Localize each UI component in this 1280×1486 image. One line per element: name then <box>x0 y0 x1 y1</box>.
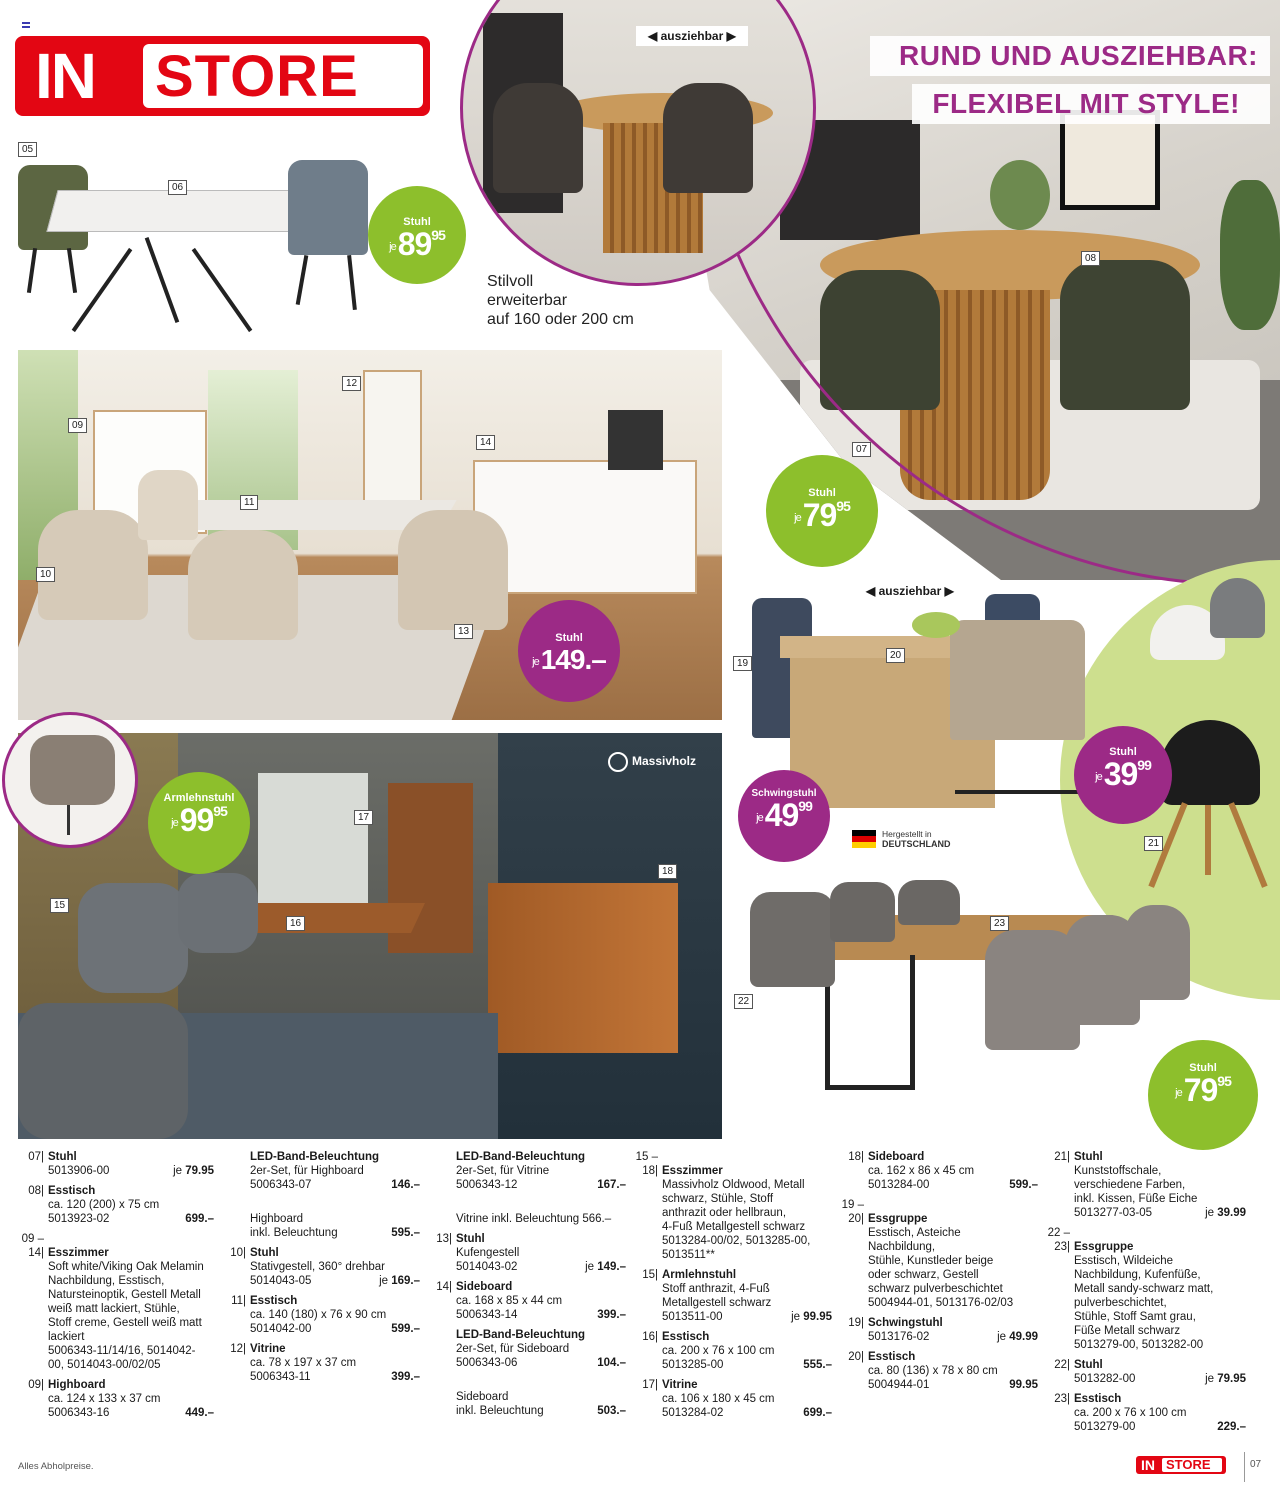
item-price-each <box>173 1164 214 1178</box>
price-entry <box>838 1198 1038 1310</box>
item-tag-07: 07 <box>852 442 871 457</box>
item-number: 08| <box>28 1185 44 1197</box>
item-tag-13: 13 <box>454 624 473 639</box>
item-title: Essgruppe <box>1074 1241 1134 1253</box>
item-price: 229.– <box>1217 1421 1246 1433</box>
item-number: 12| <box>230 1343 246 1355</box>
item-price-each <box>791 1310 832 1324</box>
item-title: Esstisch <box>868 1351 916 1363</box>
logo-in: IN <box>35 40 95 112</box>
arrow-right-icon: ▶ <box>723 29 736 43</box>
item-description: 2er-Set, für Sideboard 5006343-06 <box>456 1343 570 1369</box>
item-number: 19| <box>848 1317 864 1329</box>
item-tag-10: 10 <box>36 567 55 582</box>
item-number: 22| <box>1054 1359 1070 1371</box>
item-price: 555.– <box>803 1359 832 1371</box>
table-marble-top <box>46 190 317 232</box>
item-title: LED-Band-Beleuchtung <box>456 1329 586 1341</box>
item-tag-05: 05 <box>18 142 37 157</box>
price-value: 49.99 <box>1009 1331 1038 1343</box>
item-price: 599.– <box>1009 1179 1038 1191</box>
item-price: 146.– <box>391 1179 420 1191</box>
item-description: Soft white/Viking Oak Melamin Nachbildung, Esstisch, Natursteinoptik, Gestell Metall weiß matt lackiert, Stühle, Stoff creme, Gestell weiß matt lackiert 5006343-11/14/16, 5014042- 00, 5014043-00/02/05 <box>48 1261 204 1371</box>
logo-store: STORE <box>155 44 359 109</box>
subline-text: Stilvoll erweiterbar auf 160 oder 200 cm <box>487 273 634 328</box>
price-entry <box>426 1328 626 1370</box>
price-badge-stuhl-39: Stuhl $je39^{99}$ <box>1074 726 1172 824</box>
item-description: Stoff anthrazit, 4-Fuß Metallgestell schwarz 5013511-00 <box>662 1283 772 1323</box>
item-price-each <box>1205 1206 1246 1220</box>
item-number: 11| <box>231 1295 246 1307</box>
item-price-each <box>585 1260 626 1274</box>
item-number: 07| <box>28 1151 44 1163</box>
price-entry <box>632 1150 832 1262</box>
item-title: Esszimmer <box>48 1247 109 1259</box>
item-title: Stuhl <box>48 1151 77 1163</box>
je-prefix: je <box>1205 1373 1215 1385</box>
item-price: 503.– <box>597 1405 626 1417</box>
made-in-germany-label: Hergestellt in DEUTSCHLAND <box>882 829 951 849</box>
item-price: 399.– <box>597 1309 626 1321</box>
item-number: 18| <box>848 1151 864 1163</box>
arrow-left-icon: ◀ <box>648 29 661 43</box>
chair-grey-velvet-3 <box>898 880 960 925</box>
chair-blue-velvet <box>288 160 368 255</box>
item-tag-16: 16 <box>286 916 305 931</box>
item-price: 699.– <box>185 1213 214 1225</box>
item-tag-09: 09 <box>68 418 87 433</box>
massivholz-label: Massivholz <box>608 752 696 772</box>
price-badge-stuhl-89: Stuhl $je89^{95}$ <box>368 186 466 284</box>
price-value: 79.95 <box>185 1165 214 1177</box>
item-price-each <box>997 1330 1038 1344</box>
price-badge-armlehnstuhl-99: Armlehnstuhl $je99^{95}$ <box>148 772 250 874</box>
price-entry <box>1044 1358 1246 1386</box>
item-number: 20| <box>848 1351 864 1363</box>
item-price: 449.– <box>185 1407 214 1419</box>
price-column-3 <box>426 1150 626 1424</box>
item-title: Esstisch <box>250 1295 298 1307</box>
wood-ring-icon <box>608 752 628 772</box>
item-description: ca. 106 x 180 x 45 cm 5013284-02 <box>662 1393 775 1419</box>
item-number: 22 – 23| <box>1047 1227 1070 1253</box>
item-description: Vitrine inkl. Beleuchtung 566.– <box>456 1213 612 1225</box>
item-title: Stuhl <box>1074 1359 1103 1371</box>
item-price: 167.– <box>597 1179 626 1191</box>
item-number: 10| <box>230 1247 246 1259</box>
instore-logo <box>15 36 430 116</box>
item-tag-18: 18 <box>658 864 677 879</box>
arrow-right-icon: ▶ <box>941 584 954 598</box>
item-tag-08: 08 <box>1081 251 1100 266</box>
item-description: Esstisch, Wildeiche Nachbildung, Kufenfüße, Metall sandy-schwarz matt, pulverbeschichtet, Stühle, Stoff Samt grau, Füße Metall schwarz 5013279-00, 5013282-00 <box>1074 1255 1214 1351</box>
item-number: 16| <box>642 1331 658 1343</box>
item-tag-12: 12 <box>342 376 361 391</box>
item-title: LED-Band-Beleuchtung <box>456 1151 586 1163</box>
item-description: ca. 78 x 197 x 37 cm 5006343-11 <box>250 1357 357 1383</box>
price-entry <box>1044 1392 1246 1434</box>
item-number: 14| <box>436 1281 452 1293</box>
item-title: Esszimmer <box>662 1165 723 1177</box>
chair-grey-shell <box>1210 578 1265 638</box>
item-title: Esstisch <box>48 1185 96 1197</box>
price-entry <box>632 1268 832 1324</box>
price-entry <box>426 1280 626 1322</box>
item-description: ca. 124 x 133 x 37 cm 5006343-16 <box>48 1393 161 1419</box>
item-description: Massivholz Oldwood, Metall schwarz, Stühle, Stoff anthrazit oder hellbraun, 4-Fuß Metallgestell schwarz 5013284-00/02, 5013285-00, 5013511** <box>662 1179 811 1261</box>
item-price-each <box>1205 1372 1246 1386</box>
price-entry <box>838 1150 1038 1192</box>
price-badge-stuhl-79-bottom: Stuhl $je79^{95}$ <box>1148 1040 1258 1150</box>
item-title: Sideboard <box>456 1281 513 1293</box>
item-title: Stuhl <box>250 1247 279 1259</box>
je-prefix: je <box>585 1261 595 1273</box>
je-prefix: je <box>379 1275 389 1287</box>
item-tag-19: 19 <box>733 656 752 671</box>
item-number: 15| <box>642 1269 658 1281</box>
item-price: 599.– <box>391 1323 420 1335</box>
price-badge-stuhl-149: Stuhl je149.– <box>518 600 620 702</box>
item-description: 5013906-00 <box>48 1165 110 1177</box>
item-number: 19 – 20| <box>841 1199 864 1225</box>
item-price: 399.– <box>391 1371 420 1383</box>
item-number: 17| <box>642 1379 658 1391</box>
price-entry <box>426 1150 626 1192</box>
je-prefix: je <box>997 1331 1007 1343</box>
price-entry <box>632 1330 832 1372</box>
price-value: 39.99 <box>1217 1207 1246 1219</box>
footer-note: Alles Abholpreise. <box>18 1461 94 1472</box>
price-entry <box>426 1198 626 1226</box>
price-entry <box>426 1232 626 1274</box>
item-title: Sideboard <box>868 1151 925 1163</box>
price-value: 99.95 <box>803 1311 832 1323</box>
item-number: 15 – 18| <box>635 1151 658 1177</box>
item-tag-20: 20 <box>886 648 905 663</box>
item-number: 09| <box>28 1379 44 1391</box>
grapes-bowl <box>912 612 960 638</box>
headline-line-2: FLEXIBEL MIT STYLE! <box>932 88 1240 119</box>
item-description: 2er-Set, für Vitrine 5006343-12 <box>456 1165 550 1191</box>
item-tag-14: 14 <box>476 435 495 450</box>
je-prefix: je <box>1205 1207 1215 1219</box>
item-price: 104.– <box>597 1357 626 1369</box>
item-title: Essgruppe <box>868 1213 928 1225</box>
item-number: 23| <box>1054 1393 1070 1405</box>
price-entry <box>220 1294 420 1336</box>
price-entry <box>220 1150 420 1192</box>
price-column-1 <box>18 1150 214 1426</box>
item-price: 595.– <box>391 1227 420 1239</box>
item-title: Stuhl <box>456 1233 485 1245</box>
item-title: Esstisch <box>662 1331 710 1343</box>
item-title: Vitrine <box>662 1379 698 1391</box>
cantilever-chair-beige <box>950 620 1085 740</box>
item-description: Stativgestell, 360° drehbar 5014043-05 <box>250 1261 386 1287</box>
item-price: 99.95 <box>1009 1379 1038 1391</box>
arrow-left-icon: ◀ <box>866 584 879 598</box>
price-value: 169.– <box>391 1275 420 1287</box>
ausziehbar-tag-top: ◀ ausziehbar ▶ <box>636 26 748 46</box>
item-title: Highboard <box>48 1379 106 1391</box>
ausziehbar-tag-mid: ◀ ausziehbar ▶ <box>860 582 960 600</box>
item-title: Armlehnstuhl <box>662 1269 737 1281</box>
price-value: 149.– <box>597 1261 626 1273</box>
item-description: ca. 80 (136) x 78 x 80 cm 5004944-01 <box>868 1365 998 1391</box>
price-entry <box>1044 1150 1246 1220</box>
flag-mark <box>22 22 30 28</box>
germany-flag-icon <box>852 830 876 848</box>
item-number: 13| <box>436 1233 452 1245</box>
item-title: Esstisch <box>1074 1393 1122 1405</box>
item-tag-23: 23 <box>990 916 1009 931</box>
item-tag-22: 22 <box>734 994 753 1009</box>
price-entry <box>220 1342 420 1384</box>
item-title: Schwingstuhl <box>868 1317 943 1329</box>
price-entry <box>838 1316 1038 1344</box>
item-description: ca. 120 (200) x 75 cm 5013923-02 <box>48 1199 160 1225</box>
item-number: 09 – 14| <box>21 1233 44 1259</box>
price-entry <box>220 1246 420 1288</box>
footer-divider <box>1244 1452 1245 1482</box>
price-entry <box>18 1232 214 1372</box>
item-price: 699.– <box>803 1407 832 1419</box>
item-description: Kunststoffschale, verschiedene Farben, inkl. Kissen, Füße Eiche 5013277-03-05 <box>1074 1165 1198 1219</box>
price-column-4 <box>632 1150 832 1426</box>
footer-logo: IN STORE <box>1136 1456 1226 1474</box>
item-description: ca. 200 x 76 x 100 cm 5013279-00 <box>1074 1407 1187 1433</box>
item-description: 5013282-00 <box>1074 1373 1136 1385</box>
item-title: Vitrine <box>250 1343 286 1355</box>
price-column-5 <box>838 1150 1038 1398</box>
price-entry <box>632 1378 832 1420</box>
item-description: Highboard inkl. Beleuchtung <box>250 1213 338 1239</box>
page-number: 07 <box>1250 1459 1262 1470</box>
price-entry <box>1044 1226 1246 1352</box>
headline-line-1: RUND UND AUSZIEHBAR: <box>899 40 1258 71</box>
chair-grey-velvet-1 <box>750 892 835 987</box>
item-description: ca. 168 x 85 x 44 cm 5006343-14 <box>456 1295 563 1321</box>
item-title: Stuhl <box>1074 1151 1103 1163</box>
item-tag-21: 21 <box>1144 836 1163 851</box>
chair-grey-velvet-2 <box>830 882 895 942</box>
item-price-each <box>379 1274 420 1288</box>
price-entry <box>18 1150 214 1178</box>
je-prefix: je <box>791 1311 801 1323</box>
price-entry <box>220 1198 420 1240</box>
item-tag-06: 06 <box>168 180 187 195</box>
item-title: LED-Band-Beleuchtung <box>250 1151 380 1163</box>
item-description: ca. 200 x 76 x 100 cm 5013285-00 <box>662 1345 775 1371</box>
price-entry <box>18 1378 214 1420</box>
price-column-2 <box>220 1150 420 1390</box>
price-value: 79.95 <box>1217 1373 1246 1385</box>
price-entry <box>18 1184 214 1226</box>
item-description: Sideboard inkl. Beleuchtung <box>456 1391 544 1417</box>
item-description: Kufengestell 5014043-02 <box>456 1247 520 1273</box>
item-description: 5013176-02 <box>868 1331 930 1343</box>
item-tag-17: 17 <box>354 810 373 825</box>
item-tag-11: 11 <box>240 495 258 510</box>
chair-grey-velvet-6 <box>1125 905 1190 1000</box>
armchair-inset-photo <box>2 712 138 848</box>
price-badge-schwingstuhl-49: Schwingstuhl $je49^{99}$ <box>738 770 830 862</box>
item-tag-15: 15 <box>50 898 69 913</box>
item-description: 2er-Set, für Highboard 5006343-07 <box>250 1165 364 1191</box>
price-badge-stuhl-79-top: Stuhl $je79^{95}$ <box>766 455 878 567</box>
item-description: ca. 162 x 86 x 45 cm 5013284-00 <box>868 1165 975 1191</box>
item-number: 21| <box>1054 1151 1070 1163</box>
price-entry <box>838 1350 1038 1392</box>
price-column-6 <box>1044 1150 1246 1440</box>
je-prefix: je <box>173 1165 183 1177</box>
item-description: ca. 140 (180) x 76 x 90 cm 5014042-00 <box>250 1309 387 1335</box>
item-description: Esstisch, Asteiche Nachbildung, Stühle, Kunstleder beige oder schwarz, Gestell schwarz pulverbeschichtet 5004944-01, 5013176-02/03 <box>868 1227 1014 1309</box>
price-entry <box>426 1376 626 1418</box>
